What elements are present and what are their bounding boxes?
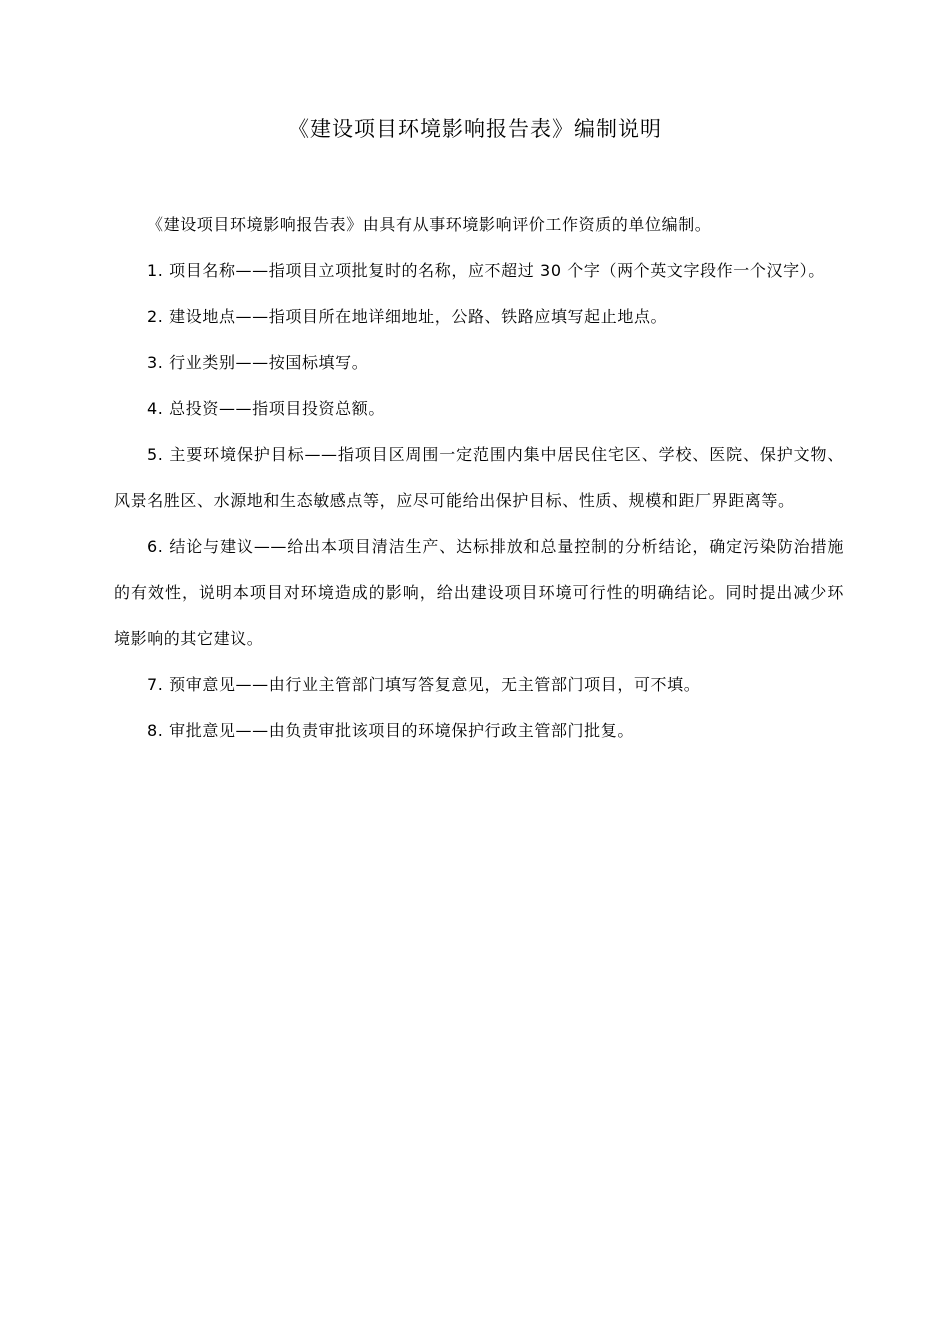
paragraph-approval: 8. 审批意见——由负责审批该项目的环境保护行政主管部门批复。 bbox=[147, 721, 634, 740]
paragraph-conclusion: 6. 结论与建议——给出本项目清洁生产、达标排放和总量控制的分析结论，确定污染防治措施的有效性，说明本项目对环境造成的影响，给出建设项目环境可行性的明确结论。同时提出减少环境影响的其它建议。 bbox=[114, 537, 844, 648]
paragraph-industry-category: 3. 行业类别——按国标填写。 bbox=[147, 353, 369, 372]
paragraph-total-investment: 4. 总投资——指项目投资总额。 bbox=[147, 399, 385, 418]
paragraph-pre-review: 7. 预审意见——由行业主管部门填写答复意见，无主管部门项目，可不填。 bbox=[147, 675, 701, 694]
paragraph-location: 2. 建设地点——指项目所在地详细地址，公路、铁路应填写起止地点。 bbox=[147, 307, 668, 326]
paragraph-intro: 《建设项目环境影响报告表》由具有从事环境影响评价工作资质的单位编制。 bbox=[147, 215, 712, 234]
document-title: 《建设项目环境影响报告表》编制说明 bbox=[288, 117, 662, 141]
paragraph-project-name: 1. 项目名称——指项目立项批复时的名称，应不超过 30 个字（两个英文字段作一个汉字）。 bbox=[147, 261, 825, 280]
document-body bbox=[114, 202, 844, 754]
paragraph-protection-targets: 5. 主要环境保护目标——指项目区周围一定范围内集中居民住宅区、学校、医院、保护文物、风景名胜区、水源地和生态敏感点等，应尽可能给出保护目标、性质、规模和距厂界距离等。 bbox=[114, 445, 844, 510]
